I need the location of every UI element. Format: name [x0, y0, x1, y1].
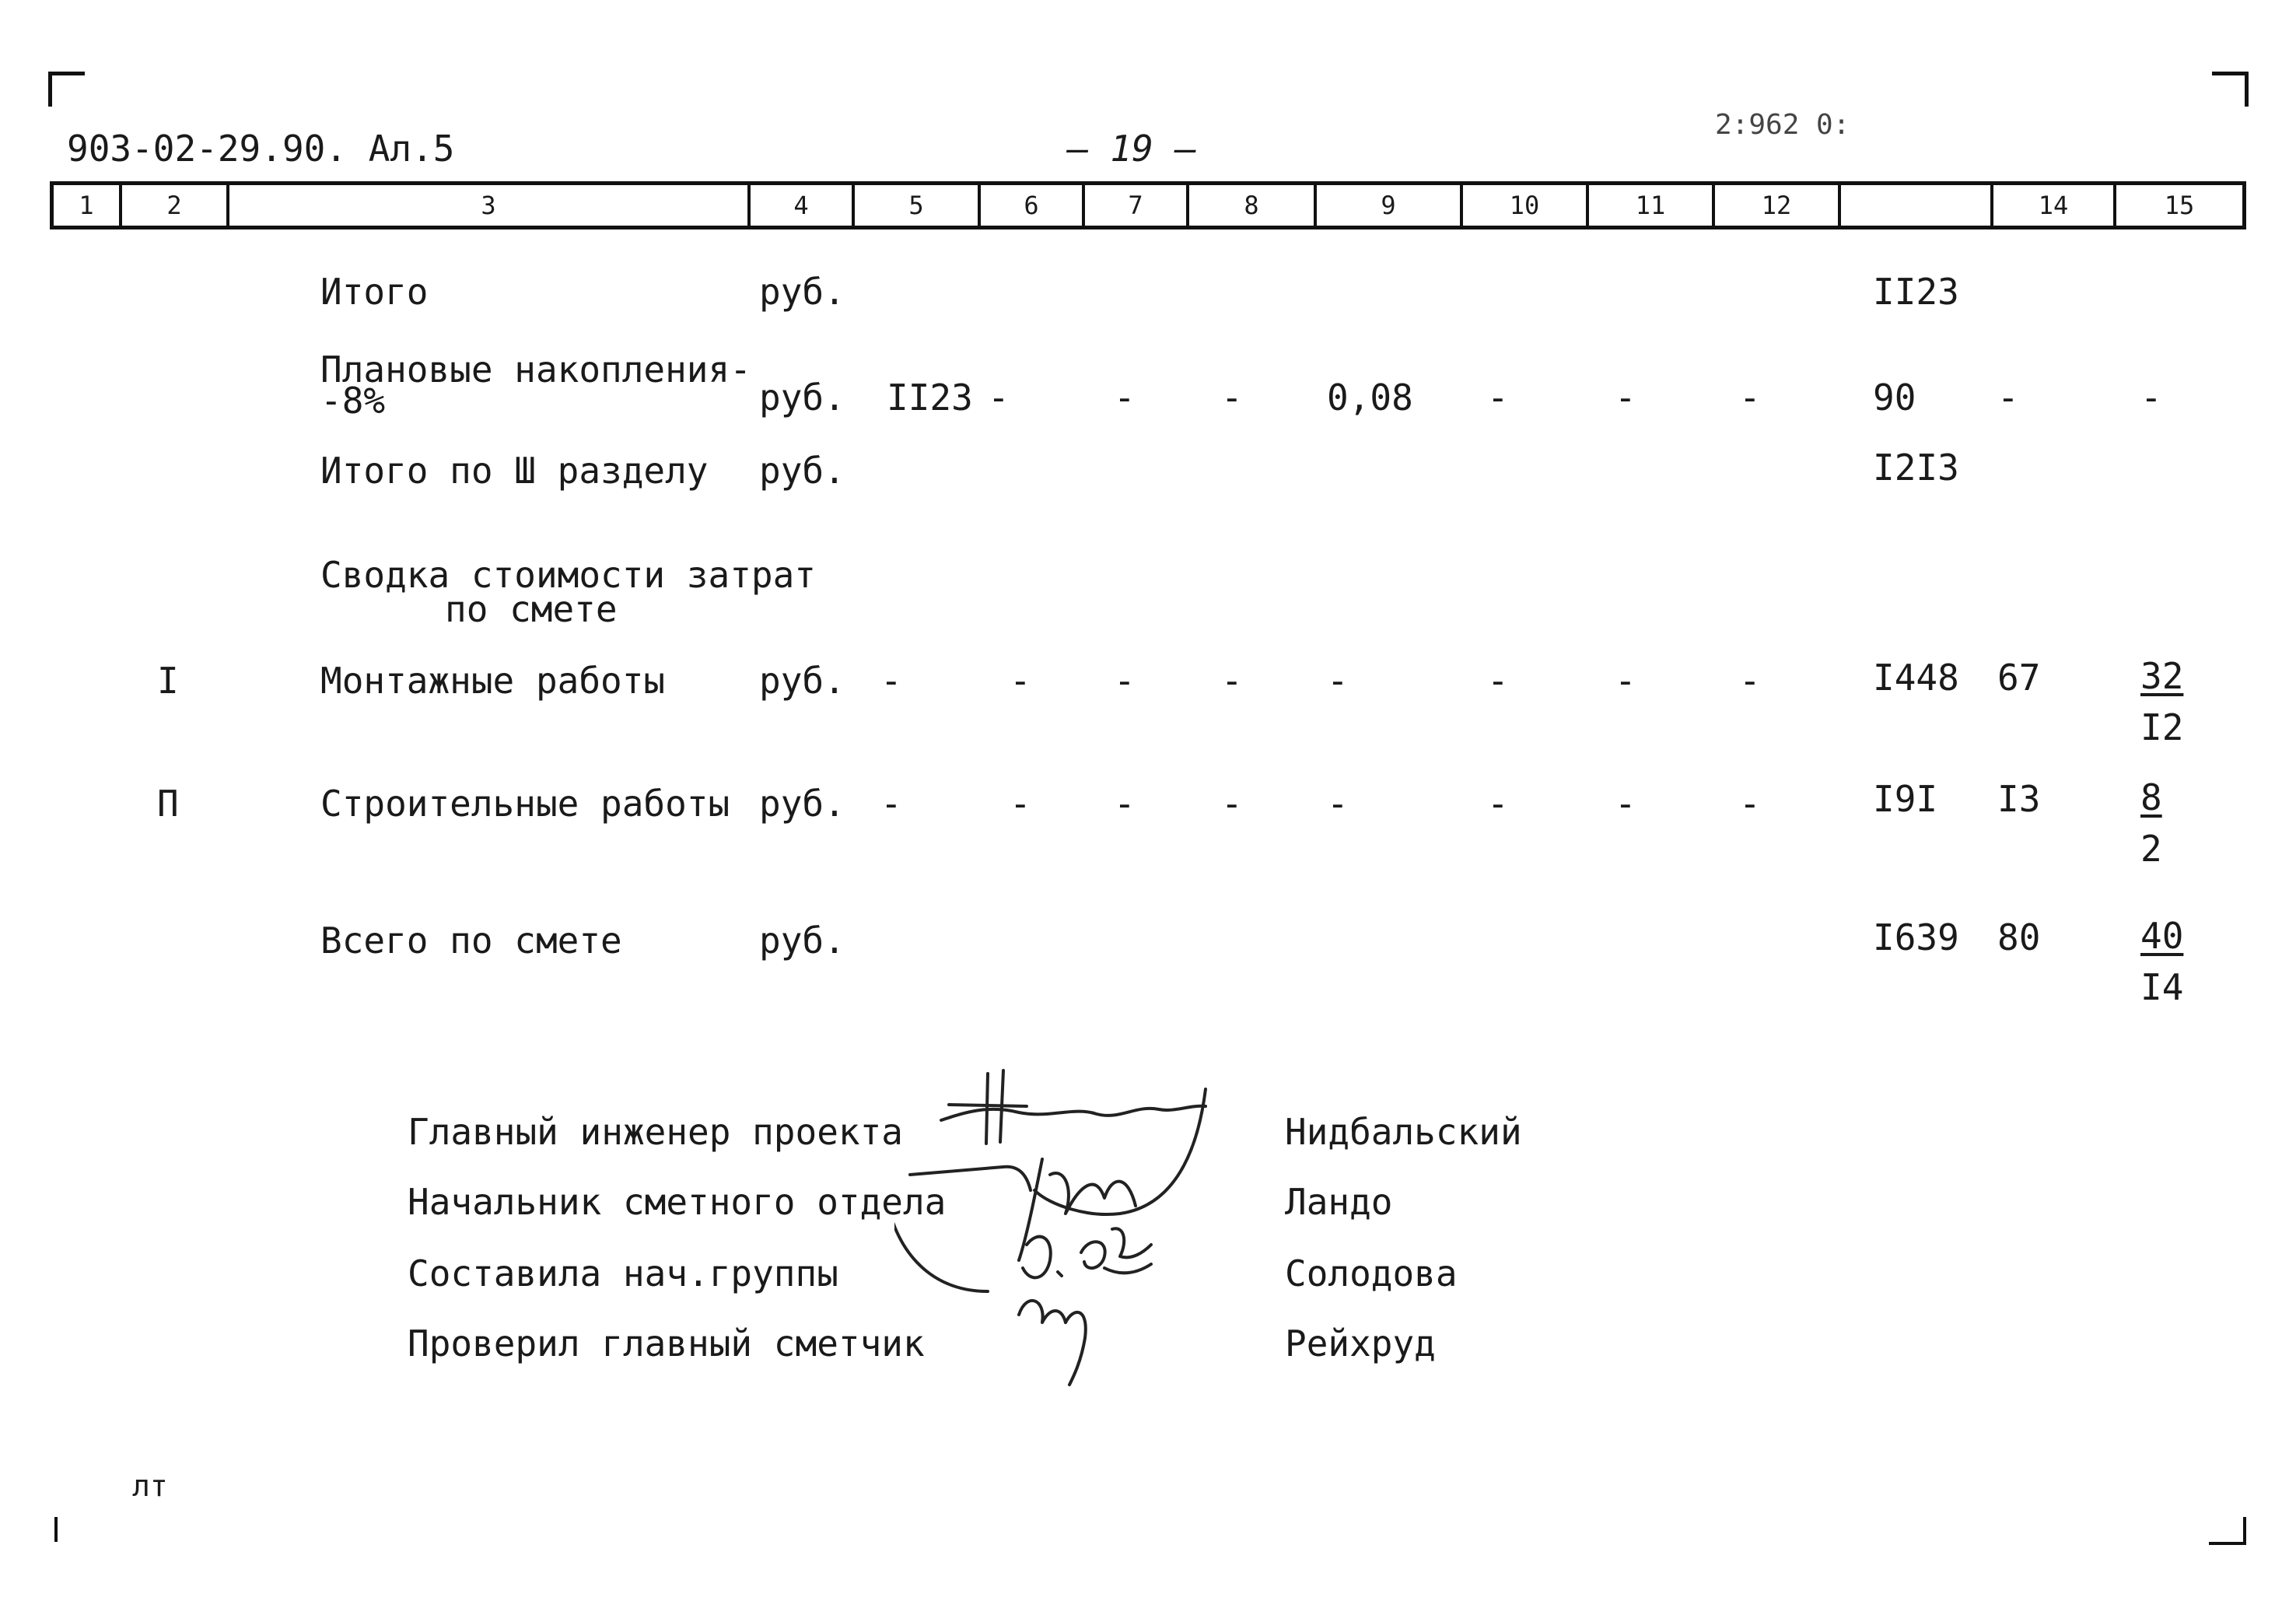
row-vsego-col15-bottom: I4 — [2140, 966, 2184, 1008]
row-stroit-col10: - — [1487, 783, 1509, 825]
row-itogo-unit: руб. — [759, 271, 845, 313]
column-number-row — [50, 181, 2246, 229]
row-plan-col13: 90 — [1873, 377, 1916, 419]
row-itogo3-unit: руб. — [759, 450, 845, 492]
signature-role: Начальник сметного отдела — [408, 1181, 947, 1223]
signature-name: Ландо — [1285, 1181, 1393, 1223]
row-stroit-col13: I9I — [1873, 778, 1938, 820]
row-stroit-col5: - — [880, 783, 902, 825]
row-montazh-col15-bottom: I2 — [2140, 706, 2184, 748]
row-plan-col11: - — [1615, 377, 1636, 419]
row-stroit-col8: - — [1221, 783, 1243, 825]
row-montazh-number: I — [157, 660, 179, 702]
row-plan-col15: - — [2140, 377, 2162, 419]
column-header: 15 — [2164, 191, 2195, 220]
row-stroit-number: П — [157, 783, 179, 825]
row-plan-name-line1: Плановые накопления- — [320, 349, 751, 391]
row-vsego-col13: I639 — [1873, 916, 1959, 958]
row-montazh-col14: 67 — [1997, 657, 2041, 699]
row-plan-col8: - — [1221, 377, 1243, 419]
row-itogo-col13: II23 — [1873, 271, 1959, 313]
corner-mark-top-right — [2212, 72, 2249, 107]
column-header: 9 — [1317, 185, 1463, 226]
column-header — [1841, 185, 1993, 226]
column-header: 6 — [981, 185, 1085, 226]
row-plan-col9: 0,08 — [1327, 377, 1413, 419]
column-header: 8 — [1189, 185, 1317, 226]
column-header: 3 — [229, 185, 751, 226]
signature-name: Солодова — [1285, 1252, 1458, 1294]
signature-role: Главный инженер проекта — [408, 1111, 903, 1153]
row-montazh-col6: - — [1010, 660, 1031, 702]
row-vsego-col15-top: 40 — [2140, 915, 2184, 957]
row-stroit-col15-top: 8 — [2140, 776, 2162, 818]
signature-role: Проверил главный сметчик — [408, 1322, 925, 1365]
row-stroit-col12: - — [1739, 783, 1761, 825]
row-montazh-col10: - — [1487, 660, 1509, 702]
signature-name: Рейхруд — [1285, 1322, 1436, 1365]
column-header: 5 — [855, 185, 981, 226]
row-stroit-col15-bottom: 2 — [2140, 828, 2162, 870]
row-vsego-name: Всего по смете — [320, 920, 622, 962]
column-header: 4 — [751, 185, 855, 226]
row-montazh-col5: - — [880, 660, 902, 702]
column-header: 2 — [122, 185, 229, 226]
row-montazh-col13: I448 — [1873, 657, 1959, 699]
row-stroit-col7: - — [1114, 783, 1136, 825]
signature-role: Составила нач.группы — [408, 1252, 838, 1294]
row-vsego-col14: 80 — [1997, 916, 2041, 958]
row-montazh-unit: руб. — [759, 660, 845, 702]
column-header: 7 — [1085, 185, 1189, 226]
row-plan-col12: - — [1739, 377, 1761, 419]
column-header: 1 — [54, 185, 122, 226]
row-plan-col5: II23 — [887, 377, 973, 419]
row-montazh-col9: - — [1327, 660, 1349, 702]
row-plan-col10: - — [1487, 377, 1509, 419]
row-stroit-name: Строительные работы — [320, 783, 730, 825]
signature-name: Нидбальский — [1285, 1111, 1522, 1153]
row-montazh-col15-top: 32 — [2140, 655, 2184, 697]
row-stroit-col6: - — [1010, 783, 1031, 825]
corner-mark-top-left — [48, 72, 85, 107]
row-itogo3-col13: I2I3 — [1873, 447, 1959, 489]
row-plan-col14: - — [1997, 377, 2019, 419]
column-header: 11 — [1589, 185, 1715, 226]
row-itogo-name: Итого — [320, 271, 429, 313]
page-number: — 19 — — [1067, 128, 1197, 170]
row-stroit-col9: - — [1327, 783, 1349, 825]
row-montazh-name: Монтажные работы — [320, 660, 666, 702]
stamp-number: 2:962 0: — [1715, 109, 1850, 141]
row-itogo3-name: Итого по Ш разделу — [320, 450, 709, 492]
row-montazh-col7: - — [1114, 660, 1136, 702]
corner-mark-bottom-left — [54, 1517, 58, 1542]
row-plan-name-line2: -8% — [320, 380, 386, 422]
footer-mark: лт — [132, 1469, 168, 1503]
corner-mark-bottom-right — [2209, 1517, 2246, 1545]
row-vsego-unit: руб. — [759, 920, 845, 962]
row-plan-col7: - — [1114, 377, 1136, 419]
row-stroit-col11: - — [1615, 783, 1636, 825]
handwritten-signatures-image — [894, 1058, 1299, 1400]
column-header: 14 — [1993, 185, 2116, 226]
section-heading-line2: по смете — [445, 588, 618, 630]
row-plan-unit: руб. — [759, 377, 845, 419]
column-header: 12 — [1715, 185, 1841, 226]
column-header: 10 — [1463, 185, 1589, 226]
row-montazh-col12: - — [1739, 660, 1761, 702]
section-heading-line1: Сводка стоимости затрат — [320, 554, 816, 596]
row-stroit-col14: I3 — [1997, 778, 2041, 820]
row-montazh-col8: - — [1221, 660, 1243, 702]
row-stroit-unit: руб. — [759, 783, 845, 825]
document-code: 903-02-29.90. Ал.5 — [67, 128, 455, 170]
row-montazh-col11: - — [1615, 660, 1636, 702]
row-plan-col6: - — [988, 377, 1010, 419]
